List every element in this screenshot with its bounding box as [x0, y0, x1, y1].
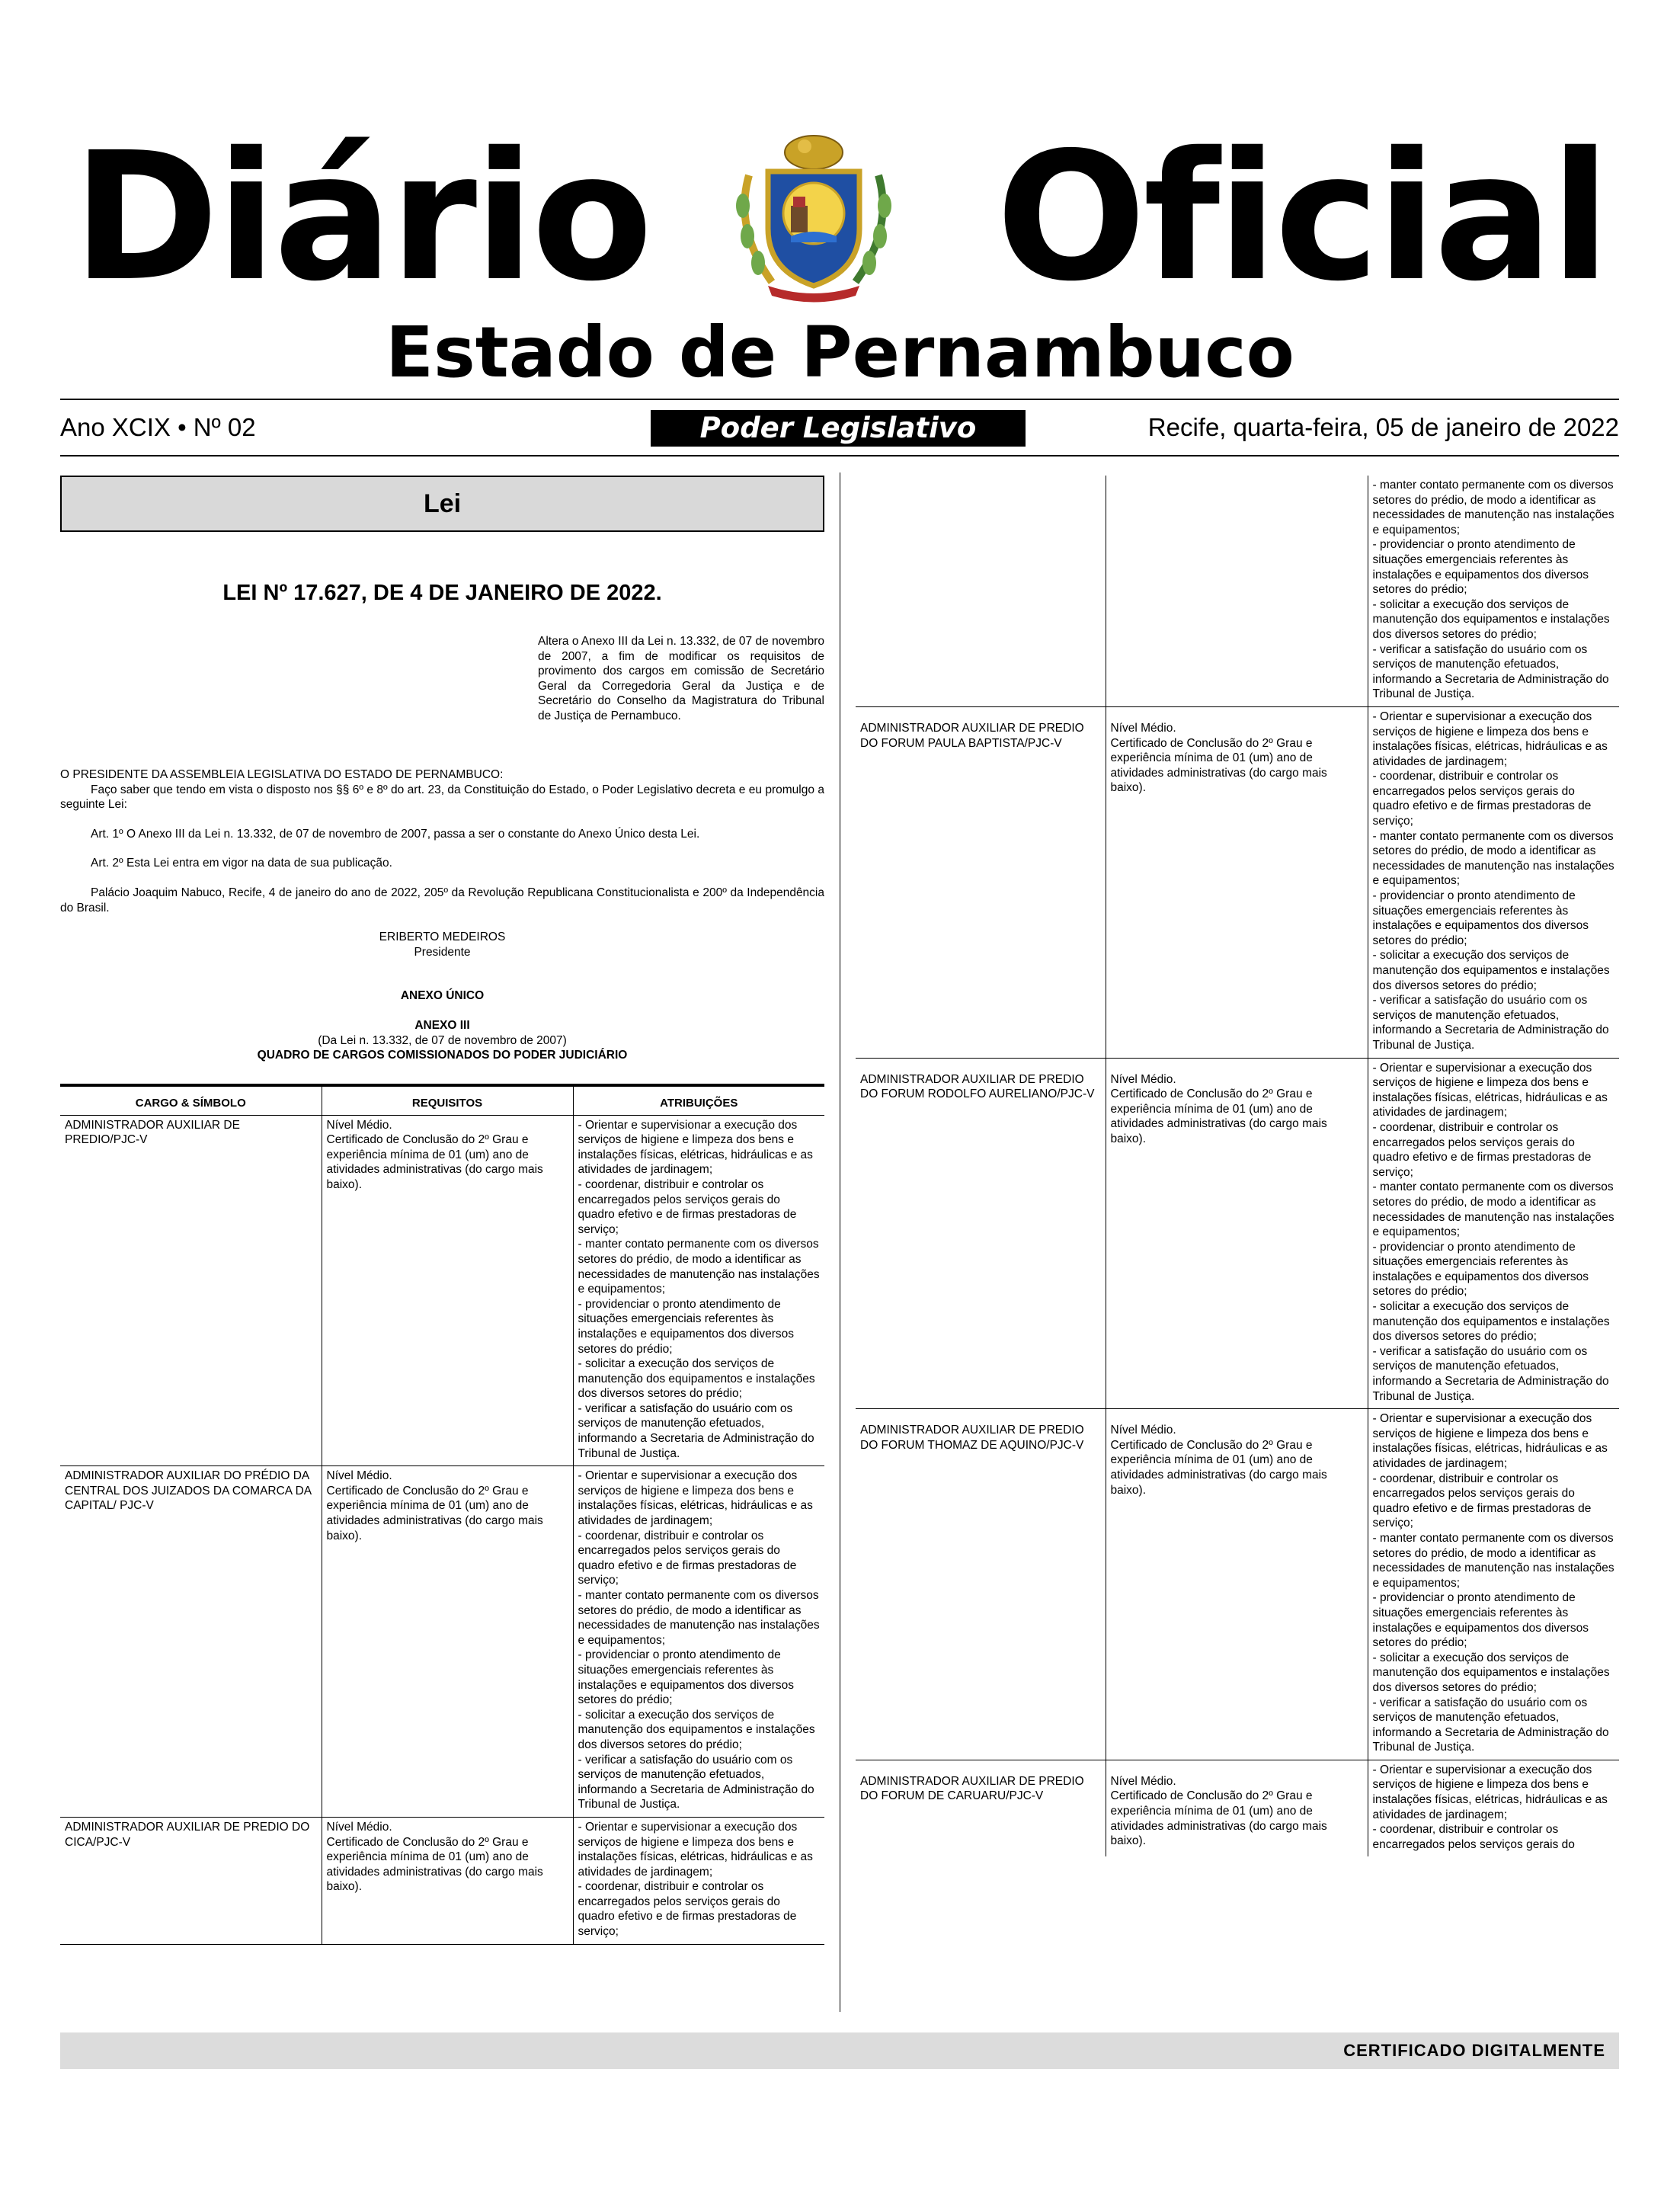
law-title: LEI Nº 17.627, DE 4 DE JANEIRO DE 2022. [222, 581, 662, 605]
requisitos-cell: Nível Médio. Certificado de Conclusão do 2º Grau e experiência mínima de 01 (um) ano de atividades administrativas (do cargo mais baixo). [1106, 1760, 1368, 1856]
law-article-2: Art. 2º Esta Lei entra em vigor na data de sua publicação. [91, 857, 392, 870]
digital-certificate-label: CERTIFICADO DIGITALMENTE [1343, 2041, 1605, 2060]
requisitos-cell: Nível Médio. Certificado de Conclusão do 2º Grau e experiência mínima de 01 (um) ano de atividades administrativas (do cargo mais baixo). [322, 1817, 573, 1944]
atribuicoes-cell: - Orientar e supervisionar a execução dos serviços de higiene e limpeza dos bens e instalações físicas, elétricas, hidráulicas e as atividades de jardinagem; - coordenar, distribuir e controlar os encarregados pelos serviços gerais do [1368, 1760, 1619, 1856]
atribuicoes-cell: - Orientar e supervisionar a execução dos serviços de higiene e limpeza dos bens e instalações físicas, elétricas, hidráulicas e as atividades de jardinagem; - coordenar, distribuir e controlar os encarregados pelos serviços gerais do quadro efetivo e de firmas prestadoras de serviço; [573, 1817, 824, 1944]
header-rule-bottom [60, 455, 1619, 456]
cargo-cell: ADMINISTRADOR AUXILIAR DO PRÉDIO DA CENTRAL DOS JUIZADOS DA COMARCA DA CAPITAL/ PJC-V [60, 1466, 322, 1818]
annex-reference: (Da Lei n. 13.332, de 07 de novembro de 2007) [318, 1033, 567, 1047]
requisitos-cell: Nível Médio. Certificado de Conclusão do 2º Grau e experiência mínima de 01 (um) ano de atividades administrativas (do cargo mais baixo). [322, 1466, 573, 1818]
law-preamble: O PRESIDENTE DA ASSEMBLEIA LEGISLATIVA DO ESTADO DE PERNAMBUCO: [60, 768, 504, 781]
atribuicoes-cell: - Orientar e supervisionar a execução dos serviços de higiene e limpeza dos bens e instalações físicas, elétricas, hidráulicas e as atividades de jardinagem; - coordenar, distribuir e controlar os encarregados pelos serviços gerais do quadro efetivo e de firmas prestadoras de serviço; - manter contato permanente com os diversos setores do prédio, de modo a identificar as necessidades de manutenção nas instalações e equipamentos; - providenciar o pronto atendimento de situações emergenciais referentes às instalações e equipamentos dos diversos setores do prédio; - solicitar a execução dos serviços de manutenção dos equipamentos e instalações dos diversos setores do prédio; - verificar a satisfação do usuário com os serviços de manutenção efetuados, informando a Secretaria de Administração do Tribunal de Justiça. [1368, 1058, 1619, 1409]
law-closing: Palácio Joaquim Nabuco, Recife, 4 de janeiro do ano de 2022, 205º da Revolução Republicana Constitucionalista e 200º da Independência do Brasil. [60, 886, 824, 915]
cargos-table-left [60, 1084, 824, 1945]
column-header-requisitos: REQUISITOS [322, 1085, 573, 1115]
cargo-cell: ADMINISTRADOR AUXILIAR DE PREDIO/PJC-V [60, 1115, 322, 1466]
cargo-cell: ADMINISTRADOR AUXILIAR DE PREDIO DO FORUM THOMAZ DE AQUINO/PJC-V [856, 1409, 1106, 1760]
cargo-cell: ADMINISTRADOR AUXILIAR DE PREDIO DO FORUM RODOLFO AURELIANO/PJC-V [856, 1058, 1106, 1409]
cargo-cell: ADMINISTRADOR AUXILIAR DE PREDIO DO FORUM DE CARUARU/PJC-V [860, 1774, 1084, 1803]
masthead-subtitle: Estado de Pernambuco [386, 312, 1294, 393]
table-row [856, 1058, 1619, 1409]
cargos-table-right [856, 476, 1619, 1856]
footer-bar [60, 2032, 1619, 2069]
table-row [856, 1760, 1619, 1856]
requisitos-cell: Nível Médio. Certificado de Conclusão do 2º Grau e experiência mínima de 01 (um) ano de atividades administrativas (do cargo mais baixo). [1106, 706, 1368, 1058]
masthead-title-left: Diário [72, 114, 650, 320]
cargo-cell: ADMINISTRADOR AUXILIAR DE PREDIO DO CICA/PJC-V [60, 1817, 322, 1944]
atribuicoes-cell: - Orientar e supervisionar a execução dos serviços de higiene e limpeza dos bens e instalações físicas, elétricas, hidráulicas e as atividades de jardinagem; - coordenar, distribuir e controlar os encarregados pelos serviços gerais do quadro efetivo e de firmas prestadoras de serviço; - manter contato permanente com os diversos setores do prédio, de modo a identificar as necessidades de manutenção nas instalações e equipamentos; - providenciar o pronto atendimento de situações emergenciais referentes às instalações e equipamentos dos diversos setores do prédio; - solicitar a execução dos serviços de manutenção dos equipamentos e instalações dos diversos setores do prédio; - verificar a satisfação do usuário com os serviços de manutenção efetuados, informando a Secretaria de Administração do Tribunal de Justiça. [1368, 1409, 1619, 1760]
table-row [856, 1409, 1619, 1760]
signer-role: Presidente [414, 945, 471, 959]
column-header-atribuicoes: ATRIBUIÇÕES [573, 1085, 824, 1115]
requisitos-cell: Nível Médio. Certificado de Conclusão do 2º Grau e experiência mínima de 01 (um) ano de atividades administrativas (do cargo mais baixo). [1106, 1409, 1368, 1760]
section-badge: Poder Legislativo [651, 410, 1026, 447]
table-row [60, 1115, 824, 1466]
table-row [60, 1817, 824, 1944]
law-decree: Faço saber que tendo em vista o disposto nos §§ 6º e 8º do art. 23, da Constituição do Estado, o Poder Legislativo decreta e eu promulgo a seguinte Lei: [60, 783, 824, 812]
atribuicoes-cell: - Orientar e supervisionar a execução dos serviços de higiene e limpeza dos bens e instalações físicas, elétricas, hidráulicas e as atividades de jardinagem; - coordenar, distribuir e controlar os encarregados pelos serviços gerais do quadro efetivo e de firmas prestadoras de serviço; - manter contato permanente com os diversos setores do prédio, de modo a identificar as necessidades de manutenção nas instalações e equipamentos; - providenciar o pronto atendimento de situações emergenciais referentes às instalações e equipamentos dos diversos setores do prédio; - solicitar a execução dos serviços de manutenção dos equipamentos e instalações dos diversos setores do prédio; - verificar a satisfação do usuário com os serviços de manutenção efetuados, informando a Secretaria de Administração do Tribunal de Justiça. [1368, 706, 1619, 1058]
masthead-title-right: Oficial [996, 114, 1608, 320]
annex-subtitle: ANEXO III [414, 1018, 470, 1032]
law-ementa: Altera o Anexo III da Lei n. 13.332, de 07 de novembro de 2007, a fim de modificar os requisitos de provimento dos cargos em comissão de Secretário Geral da Corregedoria Geral da Justiça e de Secretário do Conselho da Magistratura do Tribunal de Justiça de Pernambuco. [538, 635, 824, 722]
table-row-continuation [856, 476, 1619, 706]
atribuicoes-cell: - manter contato permanente com os diversos setores do prédio, de modo a identificar as necessidades de manutenção nas instalações e equipamentos; - providenciar o pronto atendimento de situações emergenciais referentes às instalações e equipamentos dos diversos setores do prédio; - solicitar a execução dos serviços de manutenção dos equipamentos e instalações dos diversos setores do prédio; - verificar a satisfação do usuário com os serviços de manutenção efetuados, informando a Secretaria de Administração do Tribunal de Justiça. [1368, 476, 1619, 706]
law-article-1: Art. 1º O Anexo III da Lei n. 13.332, de 07 de novembro de 2007, passa a ser o constante do Anexo Único desta Lei. [91, 827, 700, 841]
law-body [60, 767, 824, 1063]
section-label-box: Lei [60, 476, 824, 532]
publication-date: Recife, quarta-feira, 05 de janeiro de 2022 [1147, 413, 1619, 441]
requisitos-cell: Nível Médio. Certificado de Conclusão do 2º Grau e experiência mínima de 01 (um) ano de atividades administrativas (do cargo mais baixo). [1106, 1058, 1368, 1409]
requisitos-cell: Nível Médio. Certificado de Conclusão do 2º Grau e experiência mínima de 01 (um) ano de atividades administrativas (do cargo mais baixo). [322, 1115, 573, 1466]
masthead [0, 114, 1680, 320]
annex-title: ANEXO ÚNICO [400, 989, 485, 1003]
annex-table-title: QUADRO DE CARGOS COMISSIONADOS DO PODER JUDICIÁRIO [257, 1049, 628, 1062]
atribuicoes-cell: - Orientar e supervisionar a execução dos serviços de higiene e limpeza dos bens e instalações físicas, elétricas, hidráulicas e as atividades de jardinagem; - coordenar, distribuir e controlar os encarregados pelos serviços gerais do quadro efetivo e de firmas prestadoras de serviço; - manter contato permanente com os diversos setores do prédio, de modo a identificar as necessidades de manutenção nas instalações e equipamentos; - providenciar o pronto atendimento de situações emergenciais referentes às instalações e equipamentos dos diversos setores do prédio; - solicitar a execução dos serviços de manutenção dos equipamentos e instalações dos diversos setores do prédio; - verificar a satisfação do usuário com os serviços de manutenção efetuados, informando a Secretaria de Administração do Tribunal de Justiça. [573, 1115, 824, 1466]
coat-of-arms-icon [726, 130, 901, 305]
table-row [60, 1466, 824, 1818]
table-row [856, 706, 1619, 1058]
signer-name: ERIBERTO MEDEIROS [379, 931, 506, 944]
info-bar [60, 405, 1619, 450]
cargo-cell: ADMINISTRADOR AUXILIAR DE PREDIO DO FORUM PAULA BAPTISTA/PJC-V [856, 706, 1106, 1058]
atribuicoes-cell: - Orientar e supervisionar a execução dos serviços de higiene e limpeza dos bens e instalações físicas, elétricas, hidráulicas e as atividades de jardinagem; - coordenar, distribuir e controlar os encarregados pelos serviços gerais do quadro efetivo e de firmas prestadoras de serviço; - manter contato permanente com os diversos setores do prédio, de modo a identificar as necessidades de manutenção nas instalações e equipamentos; - providenciar o pronto atendimento de situações emergenciais referentes às instalações e equipamentos dos diversos setores do prédio; - solicitar a execução dos serviços de manutenção dos equipamentos e instalações dos diversos setores do prédio; - verificar a satisfação do usuário com os serviços de manutenção efetuados, informando a Secretaria de Administração do Tribunal de Justiça. [573, 1466, 824, 1818]
header-rule-top [60, 399, 1619, 400]
column-header-cargo: CARGO & SÍMBOLO [60, 1085, 322, 1115]
edition-number: Ano XCIX • Nº 02 [60, 413, 256, 441]
